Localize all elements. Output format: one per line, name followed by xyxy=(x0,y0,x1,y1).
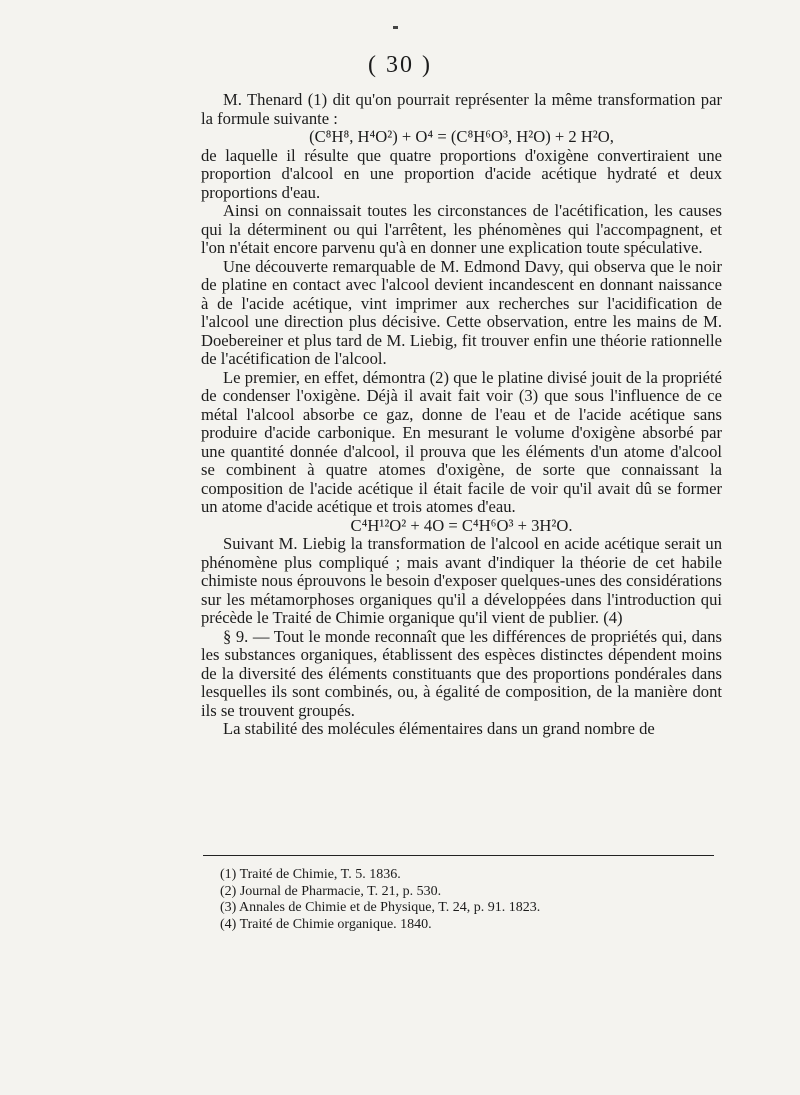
footnotes xyxy=(220,867,700,933)
paragraph-conclusion: de laquelle il résulte que quatre proportions d'oxigène convertiraient une proportion d'alcool en une proportion d'acide acétique hydraté et deux proportions d'eau. xyxy=(201,145,722,202)
ink-dot xyxy=(393,26,398,29)
paragraph-thenard: M. Thenard (1) dit qu'on pourrait représenter la même transformation par la formule suivante : xyxy=(201,90,722,128)
paragraph-davy: Une découverte remarquable de M. Edmond Davy, qui observa que le noir de platine en contact avec l'alcool devient incandescent en donnant naissance à de l'acide acétique, vint imprimer aux recherches sur l'acidification de l'alcool une direction plus décisive. Cette observation, entre les mains de M. Doebereiner et plus tard de M. Liebig, fit trouver enfin une théorie rationnelle de l'acétification de l'alcool. xyxy=(201,256,722,368)
formula-thenard: (C⁸H⁸, H⁴O²) + O⁴ = (C⁸H⁶O³, H²O) + 2 H²O, xyxy=(309,127,614,146)
body-text xyxy=(201,91,722,739)
paragraph-doebereiner: Le premier, en effet, démontra (2) que le platine divisé jouit de la propriété de condenser l'oxigène. Déjà il avait fait voir (3) que sous l'influence de ce métal l'alcool absorbe ce gaz, donne de l'eau et de l'acide acétique sans produire d'acide carbonique. En mesurant le volume d'oxigène absorbé par une quantité donnée d'alcool, il prouva que les éléments d'un atome d'alcool se combinent à quatre atomes d'oxigène, de sorte que connaissant la composition de l'acide acétique il était facile de voir qu'il avait dû se former un atome d'acide acétique et trois atomes d'eau. xyxy=(201,367,722,516)
paragraph-stability: La stabilité des molécules élémentaires dans un grand nombre de xyxy=(223,719,655,738)
footnote-3: (3) Annales de Chimie et de Physique, T. 24, p. 91. 1823. xyxy=(220,900,541,915)
page-number: ( 30 ) xyxy=(368,52,432,78)
footnote-1: (1) Traité de Chimie, T. 5. 1836. xyxy=(220,867,401,882)
formula-alcohol: C⁴H¹²O² + 4O = C⁴H⁶O³ + 3H²O. xyxy=(350,515,573,535)
footnote-divider xyxy=(203,855,714,856)
footnote-2: (2) Journal de Pharmacie, T. 21, p. 530. xyxy=(220,883,442,899)
paragraph-section-9: § 9. — Tout le monde reconnaît que les différences de propriétés qui, dans les substances organiques, établissent des espèces distinctes dépendent moins de la diversité des éléments constituants que des proportions pondérales dans lesquelles ils sont combinés, ou, à égalité de composition, de la manière dont ils se trouvent groupés. xyxy=(201,626,722,720)
footnote-4: (4) Traité de Chimie organique. 1840. xyxy=(220,916,432,932)
paragraph-circumstances: Ainsi on connaissait toutes les circonstances de l'acétification, les causes qui la déterminent ou qui l'arrêtent, les phénomènes qui l'accompagnent, et l'on n'était encore parvenu qu'à en donner une explication toute spéculative. xyxy=(201,201,722,257)
paragraph-liebig: Suivant M. Liebig la transformation de l'alcool en acide acétique serait un phénomène plus compliqué ; mais avant d'indiquer la théorie de cet habile chimiste nous éprouvons le besoin d'exposer quelques-unes des considérations sur les métamorphoses organiques qu'il a développées dans l'introduction qui précède le Traité de Chimie organique qu'il vient de publier. (4) xyxy=(201,534,722,627)
